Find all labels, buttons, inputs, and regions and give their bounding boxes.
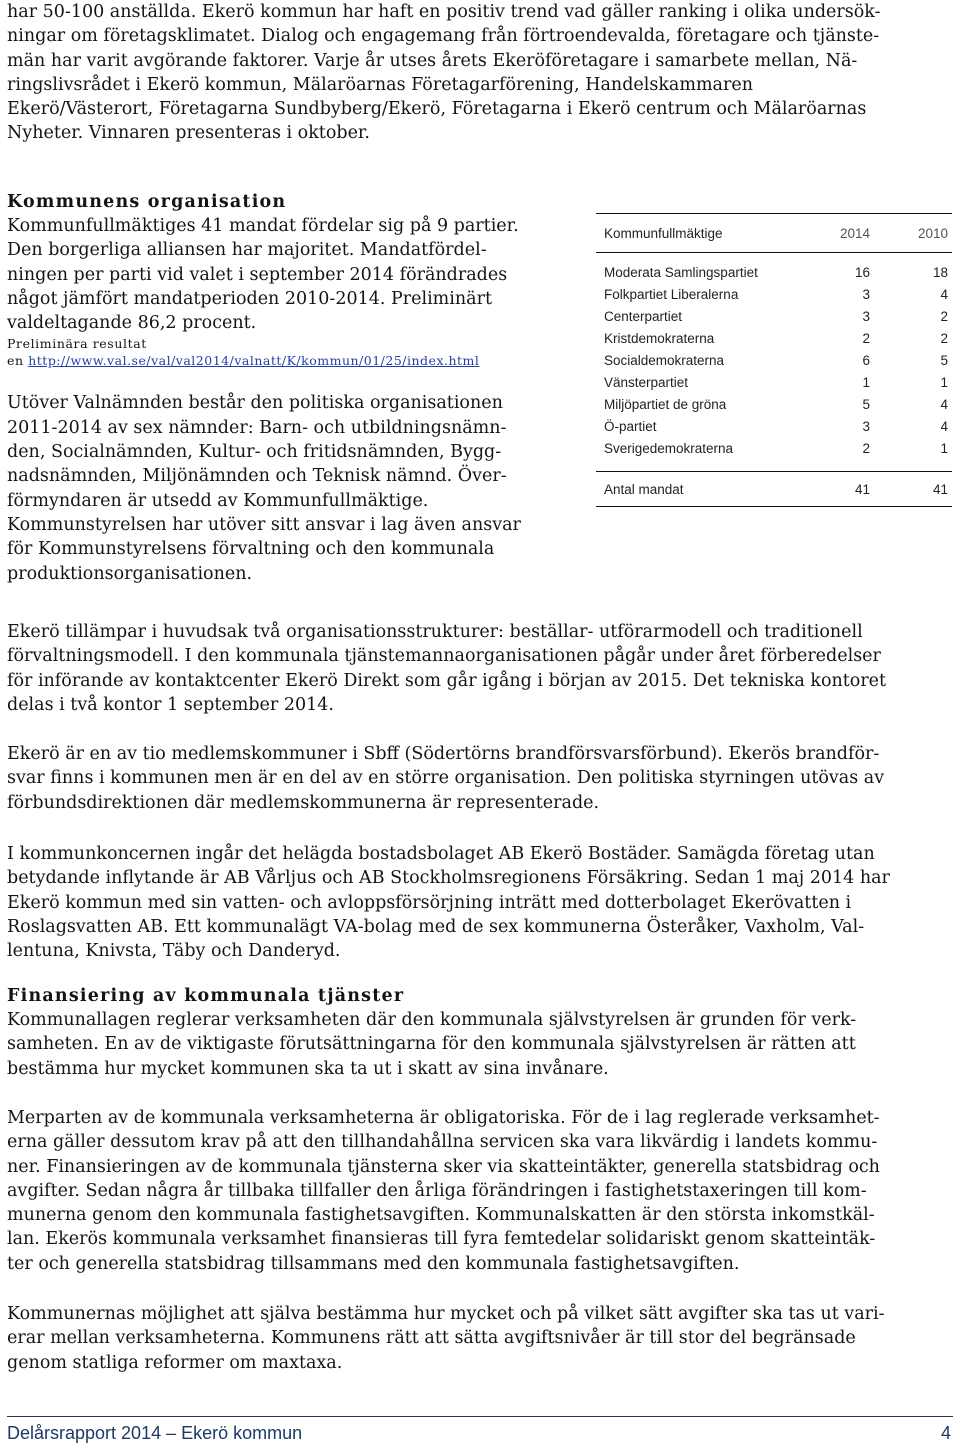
total-2014: 41 <box>854 481 870 497</box>
results-note: Preliminära resultat <box>7 336 147 352</box>
text-line: erar mellan verksamheterna. Kommunens rätt att sätta avgiftsnivåer är till stor del begränsade <box>7 1328 856 1349</box>
text-line: munerna genom den kommunala fastighetsavgiften. Kommunalskatten är den största inkomstkäl- <box>7 1205 875 1226</box>
table-row <box>596 437 952 459</box>
text-line: Roslagsvatten AB. Ett kommunalägt VA-bolag med de sex kommunerna Österåker, Vaxholm, Val- <box>7 916 865 937</box>
text-line: förbundsdirektionen där medlemskommunerna är representerade. <box>7 792 600 813</box>
organisation-section <box>7 190 567 586</box>
seats-2014: 3 <box>862 286 870 302</box>
seats-2010: 4 <box>940 418 948 434</box>
party-name: Folkpartiet Liberalerna <box>604 286 739 302</box>
party-name: Socialdemokraterna <box>604 352 725 368</box>
text-line: något jämfört mandatperioden 2010-2014. Preliminärt <box>7 288 492 309</box>
text-line: ningen per parti vid valet i september 2014 förändrades <box>7 264 508 285</box>
party-name: Centerpartiet <box>604 308 683 324</box>
text-line: erna gäller dessutom krav på att den tillhandahållna servicen ska vara likvärdig i landets kommu- <box>7 1132 878 1153</box>
text-line: Nyheter. Vinnaren presenteras i oktober. <box>7 123 370 144</box>
table-bottom-rule <box>596 506 952 507</box>
financing-section <box>7 984 951 1081</box>
committees-paragraph <box>7 391 567 585</box>
text-line: Ekerö/Västerort, Företagarna Sundbyberg/Ekerö, Företagarna i Ekerö centrum och Mälaröarnas <box>7 99 867 120</box>
party-name: Miljöpartiet de gröna <box>604 396 727 412</box>
text-line: ner. Finansieringen av de kommunala tjänsterna sker via skatteintäkter, generella statsbidrag och <box>7 1156 880 1177</box>
text-line: ningar om företagsklimatet. Dialog och engagemang från förtroendevalda, företagare och tjänste- <box>7 26 880 47</box>
seats-2010: 4 <box>940 396 948 412</box>
text-line: Ekerö kommun med sin vatten- och avloppsförsörjning inträtt med dotterbolaget Ekerövatten i <box>7 892 852 913</box>
text-line: bestämma hur mycket kommunen ska ta ut i skatt av sina invånare. <box>7 1058 609 1079</box>
group-companies-paragraph <box>7 842 951 963</box>
seats-table <box>596 213 952 507</box>
section-heading: Kommunens organisation <box>7 192 287 212</box>
financing-paragraph-1 <box>7 1008 951 1081</box>
party-name: Ö-partiet <box>604 418 657 434</box>
text-line: delas i två kontor 1 september 2014. <box>7 694 334 715</box>
seats-2010: 2 <box>940 330 948 346</box>
footer-divider <box>7 1416 953 1417</box>
text-line: samheten. En av de viktigaste förutsättningarna för den kommunala självstyrelsen är rätten att <box>7 1034 856 1055</box>
footer-title: Delårsrapport 2014 – Ekerö kommun <box>7 1423 303 1443</box>
table-total-row <box>596 471 952 506</box>
seats-2014: 6 <box>862 352 870 368</box>
seats-2014: 2 <box>862 330 870 346</box>
section-heading: Finansiering av kommunala tjänster <box>7 986 405 1006</box>
intro-paragraph <box>7 0 951 146</box>
text-line: lan. Ekerös kommunala verksamhet finansieras till fyra femtedelar solidariskt genom skatteintäk- <box>7 1229 876 1250</box>
seats-2010: 1 <box>940 440 948 456</box>
link-prefix: en <box>7 353 29 369</box>
text-line: ringslivsrådet i Ekerö kommun, Mälaröarnas Företagarförening, Handelskammaren <box>7 74 753 95</box>
results-link-line <box>7 352 567 369</box>
table-header-2010: 2010 <box>917 225 948 241</box>
text-line: 2011-2014 av sex nämnder: Barn- och utbildningsnämn- <box>7 417 507 438</box>
text-line: I kommunkoncernen ingår det helägda bostadsbolaget AB Ekerö Bostäder. Samägda företag utan <box>7 844 875 864</box>
text-line: ter och generella statsbidrag tillsammans med den kommunala fastighetsavgiften. <box>7 1253 740 1274</box>
text-line: Utöver Valnämnden består den politiska organisationen <box>7 393 503 414</box>
table-row <box>596 415 952 437</box>
fire-service-paragraph <box>7 742 951 815</box>
text-line: avgifter. Sedan några år tillbaka tillfaller den årliga förändringen i fastighetstaxeringen till kom- <box>7 1180 867 1201</box>
text-line: den, Socialnämnden, Kultur- och fritidsnämnden, Bygg- <box>7 442 502 463</box>
table-row <box>596 393 952 415</box>
total-label: Antal mandat <box>604 481 684 497</box>
financing-paragraph-2 <box>7 1106 951 1276</box>
text-line: har 50-100 anställda. Ekerö kommun har haft en positiv trend vad gäller ranking i olika undersök- <box>7 2 881 22</box>
text-line: för Kommunstyrelsens förvaltning och den kommunala <box>7 539 495 560</box>
text-line: Ekerö är en av tio medlemskommuner i Sbff (Södertörns brandförsvarsförbund). Ekerös brandför- <box>7 744 880 764</box>
text-line: svar finns i kommunen men är en del av en större organisation. Den politiska styrningen utövas av <box>7 768 885 789</box>
party-name: Kristdemokraterna <box>604 330 715 346</box>
text-line: nadsnämnden, Miljönämnden och Teknisk nämnd. Över- <box>7 466 507 487</box>
text-line: Kommunallagen reglerar verksamheten där den kommunala självstyrelsen är grunden för verk- <box>7 1010 857 1030</box>
seats-2010: 1 <box>940 374 948 390</box>
seats-2014: 2 <box>862 440 870 456</box>
seats-2010: 5 <box>940 352 948 368</box>
party-name: Vänsterpartiet <box>604 374 689 390</box>
seats-2014: 1 <box>862 374 870 390</box>
seats-2014: 3 <box>862 418 870 434</box>
table-row <box>596 349 952 371</box>
text-line: produktionsorganisationen. <box>7 563 253 584</box>
seats-2010: 18 <box>932 264 948 280</box>
table-row <box>596 261 952 283</box>
seats-2010: 4 <box>940 286 948 302</box>
text-line: Den borgerliga alliansen har majoritet. Mandatfördel- <box>7 240 487 261</box>
party-name: Moderata Samlingspartiet <box>604 264 758 280</box>
structures-paragraph <box>7 620 951 717</box>
table-body <box>596 253 952 471</box>
table-row <box>596 371 952 393</box>
table-header-2014: 2014 <box>839 225 870 241</box>
financing-paragraph-3 <box>7 1302 951 1375</box>
text-line: Kommunfullmäktiges 41 mandat fördelar sig på 9 partier. <box>7 216 519 236</box>
table-row <box>596 305 952 327</box>
text-line: valdeltagande 86,2 procent. <box>7 313 257 334</box>
text-line: Kommunstyrelsen har utöver sitt ansvar i lag även ansvar <box>7 514 521 535</box>
text-line: förvaltningsmodell. I den kommunala tjänstemannaorganisationen pågår under året förberedelser <box>7 646 881 667</box>
text-line: förmyndaren är utsedd av Kommunfullmäktige. <box>7 490 429 511</box>
party-name: Sverigedemokraterna <box>604 440 734 456</box>
text-line: Merparten av de kommunala verksamheterna är obligatoriska. För de i lag reglerade verksamhet- <box>7 1108 880 1128</box>
table-header-label: Kommunfullmäktige <box>604 225 723 241</box>
table-header-row <box>596 214 952 253</box>
text-line: Ekerö tillämpar i huvudsak två organisationsstrukturer: beställar- utförarmodell och traditionell <box>7 622 863 642</box>
text-line: för införande av kontaktcenter Ekerö Direkt som går igång i början av 2015. Det tekniska kontoret <box>7 670 887 691</box>
table-row <box>596 327 952 349</box>
seats-2014: 3 <box>862 308 870 324</box>
total-2010: 41 <box>932 481 948 497</box>
page-number: 4 <box>940 1423 951 1443</box>
seats-2010: 2 <box>940 308 948 324</box>
seats-2014: 16 <box>854 264 870 280</box>
results-link[interactable]: http://www.val.se/val/val2014/valnatt/K/kommun/01/25/index.html <box>28 353 480 369</box>
organisation-paragraph <box>7 214 567 335</box>
page-footer <box>7 1423 951 1444</box>
text-line: Kommunernas möjlighet att själva bestämma hur mycket och på vilket sätt avgifter ska tas ut vari- <box>7 1304 885 1324</box>
text-line: lentuna, Knivsta, Täby och Danderyd. <box>7 941 341 962</box>
text-line: genom statliga reformer om maxtaxa. <box>7 1352 343 1373</box>
seats-2014: 5 <box>862 396 870 412</box>
text-line: män har varit avgörande faktorer. Varje år utses årets Ekeröföretagare i samarbete mellan, Nä- <box>7 50 858 71</box>
text-line: betydande inflytande är AB Vårljus och AB Stockholmsregionens Försäkring. Sedan 1 maj 2014 har <box>7 868 890 889</box>
table-row <box>596 283 952 305</box>
